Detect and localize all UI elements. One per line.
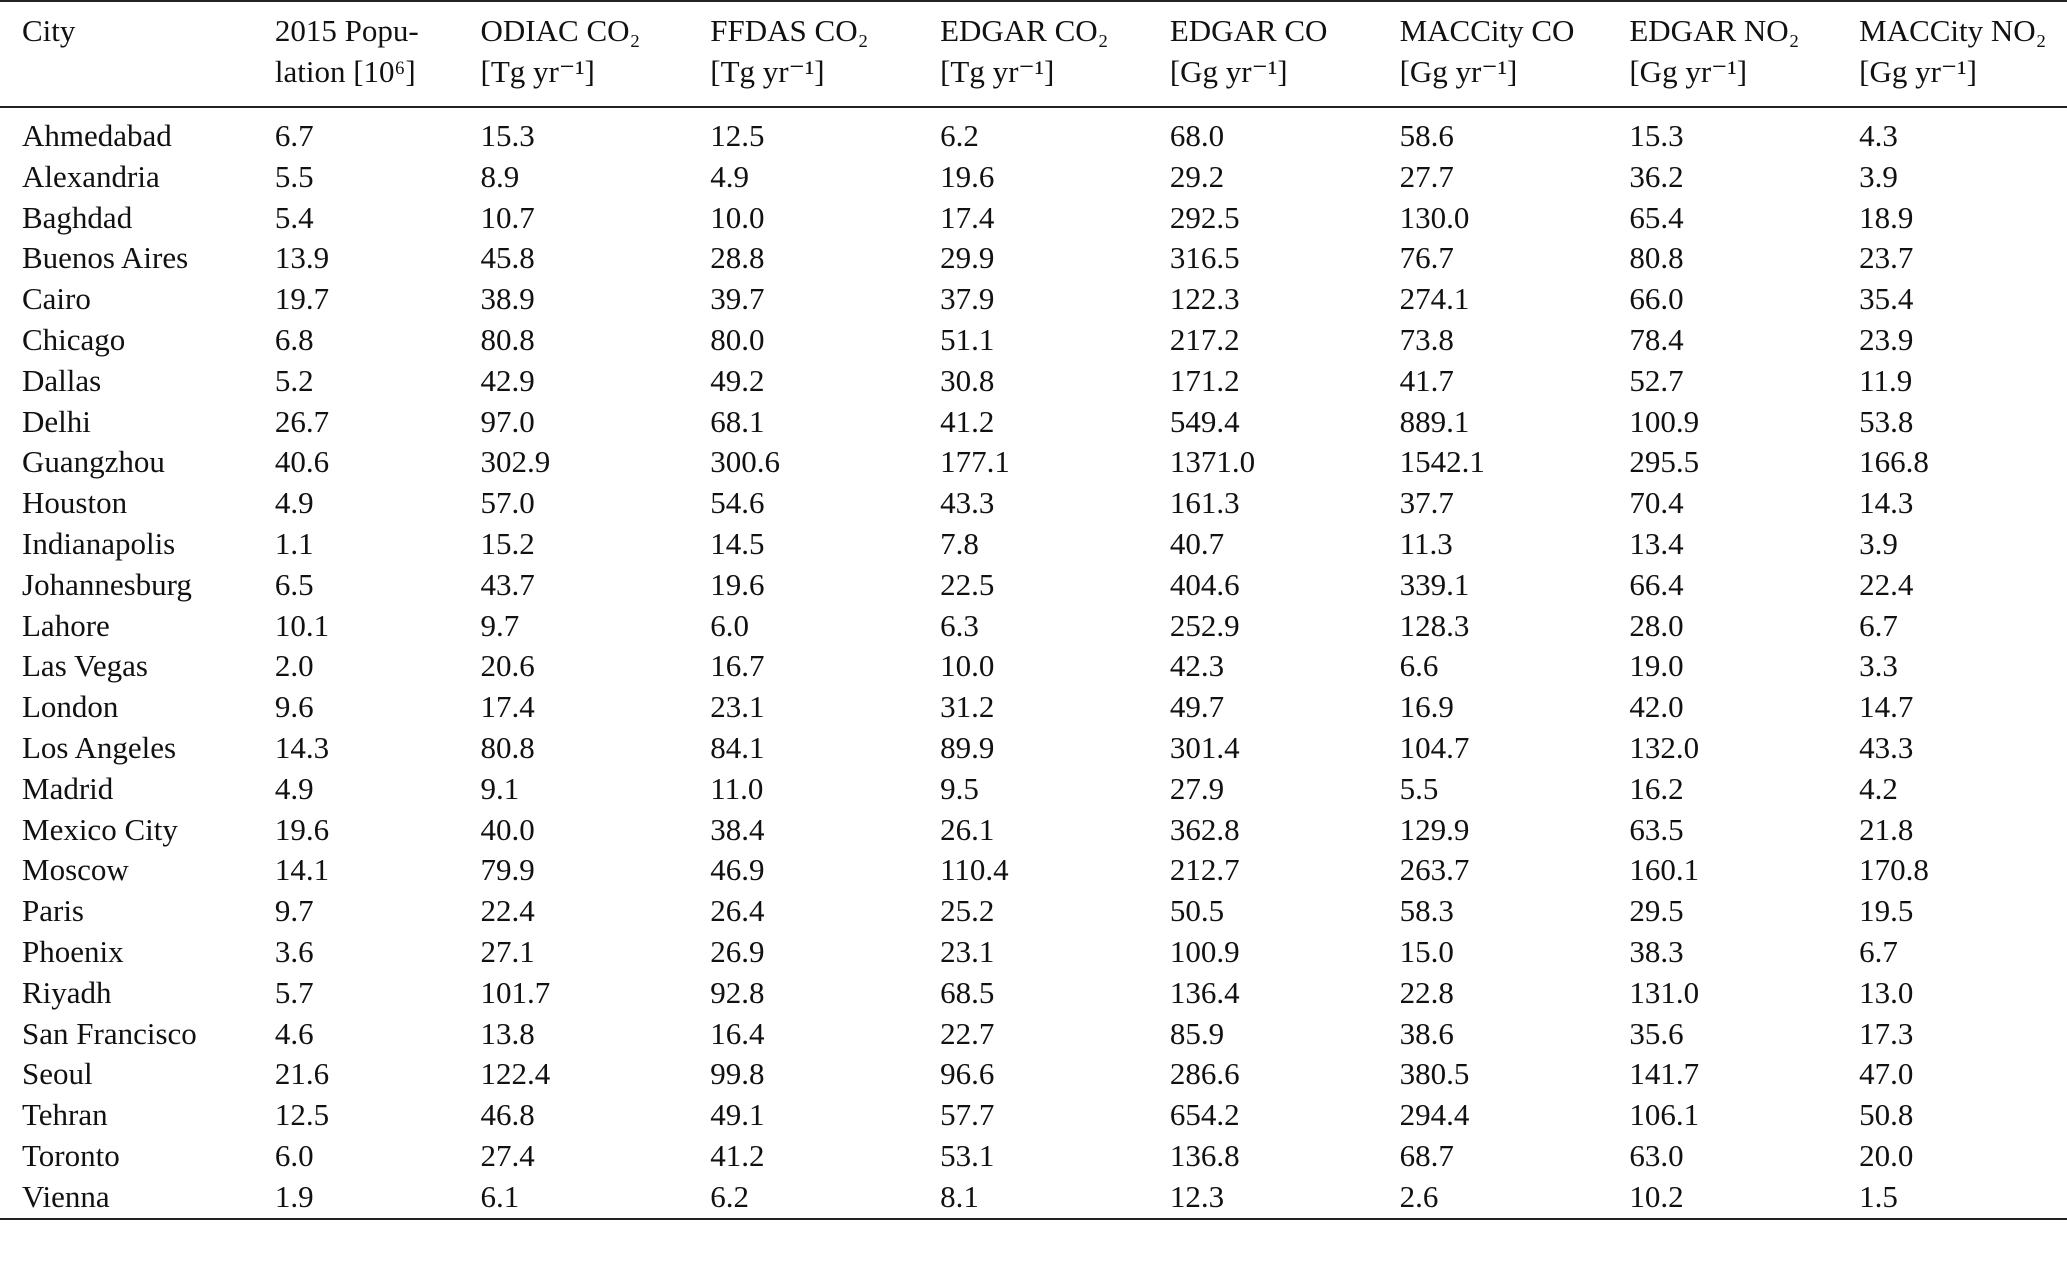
value-cell-maccity_no2: 21.8 bbox=[1859, 811, 1914, 847]
value-cell-pop: 13.9 bbox=[274, 240, 330, 276]
table-row bbox=[0, 606, 2067, 647]
column-header-title: EDGAR NO₂ bbox=[1629, 13, 1800, 48]
value-cell-pop: 9.6 bbox=[274, 689, 314, 725]
city-name-cell: Madrid bbox=[22, 770, 114, 806]
value-cell-maccity_co: 274.1 bbox=[1399, 281, 1470, 317]
value-cell-odiac_co2: 22.4 bbox=[480, 893, 535, 929]
value-cell-ffdas_co2: 28.8 bbox=[710, 240, 765, 276]
value-cell-edgar_co2: 19.6 bbox=[940, 158, 995, 194]
city-name-cell: London bbox=[22, 689, 119, 725]
value-cell-maccity_co: 263.7 bbox=[1399, 852, 1470, 888]
city-name-cell: Ahmedabad bbox=[22, 118, 172, 153]
value-cell-edgar_co: 1371.0 bbox=[1169, 444, 1256, 480]
table-row bbox=[0, 850, 2067, 891]
value-cell-pop: 1.1 bbox=[274, 525, 314, 561]
value-cell-edgar_co: 549.4 bbox=[1169, 403, 1240, 439]
city-name-cell: Moscow bbox=[22, 852, 129, 888]
value-cell-maccity_no2: 22.4 bbox=[1859, 566, 1914, 602]
value-cell-odiac_co2: 57.0 bbox=[480, 485, 535, 521]
value-cell-odiac_co2: 80.8 bbox=[480, 321, 535, 357]
value-cell-maccity_no2: 4.3 bbox=[1859, 118, 1898, 153]
value-cell-odiac_co2: 101.7 bbox=[480, 974, 551, 1010]
value-cell-edgar_co2: 17.4 bbox=[940, 199, 995, 235]
value-cell-edgar_no2: 38.3 bbox=[1629, 933, 1684, 969]
value-cell-edgar_no2: 13.4 bbox=[1629, 525, 1684, 561]
value-cell-maccity_no2: 43.3 bbox=[1859, 729, 1914, 765]
table-row bbox=[0, 157, 2067, 198]
value-cell-maccity_co: 294.4 bbox=[1399, 1097, 1470, 1133]
value-cell-maccity_no2: 13.0 bbox=[1859, 974, 1914, 1010]
value-cell-pop: 10.1 bbox=[274, 607, 330, 643]
value-cell-maccity_no2: 3.3 bbox=[1859, 648, 1898, 684]
value-cell-pop: 5.5 bbox=[274, 158, 314, 194]
value-cell-edgar_no2: 295.5 bbox=[1629, 444, 1700, 480]
table-row bbox=[0, 279, 2067, 320]
city-name-cell: Las Vegas bbox=[22, 648, 148, 684]
value-cell-maccity_no2: 166.8 bbox=[1859, 444, 1929, 480]
table-row bbox=[0, 198, 2067, 239]
column-header-unit: [Gg yr⁻¹] bbox=[1399, 54, 1518, 89]
value-cell-edgar_co2: 89.9 bbox=[940, 729, 995, 765]
value-cell-ffdas_co2: 16.7 bbox=[710, 648, 765, 684]
column-header-unit: [Tg yr⁻¹] bbox=[480, 54, 595, 89]
column-header-unit: [Gg yr⁻¹] bbox=[1169, 54, 1288, 89]
value-cell-edgar_co: 49.7 bbox=[1169, 689, 1225, 725]
value-cell-edgar_no2: 70.4 bbox=[1629, 485, 1684, 521]
value-cell-edgar_co2: 25.2 bbox=[940, 893, 995, 929]
value-cell-edgar_co: 252.9 bbox=[1169, 607, 1240, 643]
value-cell-maccity_no2: 19.5 bbox=[1859, 893, 1914, 929]
value-cell-edgar_no2: 66.0 bbox=[1629, 281, 1684, 317]
city-name-cell: San Francisco bbox=[22, 1015, 197, 1051]
value-cell-edgar_co: 316.5 bbox=[1169, 240, 1240, 276]
city-name-cell: Tehran bbox=[22, 1097, 108, 1133]
city-name-cell: Mexico City bbox=[22, 811, 178, 847]
value-cell-pop: 3.6 bbox=[274, 933, 314, 969]
table-row bbox=[0, 1054, 2067, 1095]
value-cell-edgar_co2: 41.2 bbox=[940, 403, 995, 439]
value-cell-edgar_co2: 9.5 bbox=[940, 770, 979, 806]
column-header-maccity_no2 bbox=[1837, 1, 2067, 107]
value-cell-edgar_no2: 28.0 bbox=[1629, 607, 1684, 643]
column-header-maccity_co bbox=[1378, 1, 1608, 107]
column-header-unit: lation [10⁶] bbox=[274, 54, 416, 89]
value-cell-edgar_co: 27.9 bbox=[1169, 770, 1225, 806]
value-cell-edgar_no2: 78.4 bbox=[1629, 321, 1684, 357]
value-cell-pop: 6.7 bbox=[274, 118, 314, 153]
value-cell-ffdas_co2: 6.2 bbox=[710, 1178, 750, 1214]
column-header-unit: [Gg yr⁻¹] bbox=[1629, 54, 1748, 89]
table-row bbox=[0, 646, 2067, 687]
value-cell-ffdas_co2: 10.0 bbox=[710, 199, 765, 235]
value-cell-ffdas_co2: 12.5 bbox=[710, 118, 765, 153]
table-row bbox=[0, 1177, 2067, 1219]
value-cell-ffdas_co2: 19.6 bbox=[710, 566, 765, 602]
value-cell-maccity_co: 5.5 bbox=[1399, 770, 1439, 806]
value-cell-edgar_no2: 106.1 bbox=[1629, 1097, 1700, 1133]
table-row bbox=[0, 402, 2067, 443]
value-cell-edgar_no2: 52.7 bbox=[1629, 362, 1684, 398]
value-cell-ffdas_co2: 14.5 bbox=[710, 525, 765, 561]
value-cell-edgar_co2: 8.1 bbox=[940, 1178, 979, 1214]
value-cell-edgar_co: 68.0 bbox=[1169, 118, 1225, 153]
table-row bbox=[0, 687, 2067, 728]
value-cell-odiac_co2: 38.9 bbox=[480, 281, 535, 317]
value-cell-edgar_co2: 37.9 bbox=[940, 281, 995, 317]
table-row bbox=[0, 238, 2067, 279]
value-cell-edgar_co: 40.7 bbox=[1169, 525, 1225, 561]
city-name-cell: Phoenix bbox=[22, 933, 124, 969]
column-header-edgar_co2 bbox=[918, 1, 1148, 107]
city-name-cell: Baghdad bbox=[22, 199, 133, 235]
value-cell-odiac_co2: 10.7 bbox=[480, 199, 535, 235]
value-cell-maccity_no2: 3.9 bbox=[1859, 525, 1898, 561]
value-cell-edgar_no2: 10.2 bbox=[1629, 1178, 1684, 1214]
value-cell-edgar_no2: 132.0 bbox=[1629, 729, 1700, 765]
value-cell-edgar_co: 292.5 bbox=[1169, 199, 1240, 235]
value-cell-pop: 6.8 bbox=[274, 321, 314, 357]
value-cell-ffdas_co2: 39.7 bbox=[710, 281, 765, 317]
value-cell-edgar_co2: 6.3 bbox=[940, 607, 979, 643]
city-name-cell: Guangzhou bbox=[22, 444, 165, 480]
value-cell-edgar_co2: 22.5 bbox=[940, 566, 995, 602]
value-cell-pop: 14.3 bbox=[274, 729, 330, 765]
value-cell-pop: 12.5 bbox=[274, 1097, 330, 1133]
column-header-title: MACCity NO₂ bbox=[1859, 13, 2047, 48]
value-cell-edgar_co: 217.2 bbox=[1169, 321, 1240, 357]
value-cell-maccity_co: 2.6 bbox=[1399, 1178, 1439, 1214]
value-cell-maccity_co: 104.7 bbox=[1399, 729, 1470, 765]
value-cell-maccity_no2: 170.8 bbox=[1859, 852, 1929, 888]
value-cell-edgar_no2: 63.5 bbox=[1629, 811, 1684, 847]
value-cell-edgar_co2: 31.2 bbox=[940, 689, 995, 725]
city-name-cell: Vienna bbox=[22, 1178, 110, 1214]
value-cell-edgar_co2: 7.8 bbox=[940, 525, 979, 561]
table-row bbox=[0, 524, 2067, 565]
value-cell-edgar_co: 404.6 bbox=[1169, 566, 1240, 602]
value-cell-maccity_co: 38.6 bbox=[1399, 1015, 1454, 1051]
value-cell-edgar_no2: 65.4 bbox=[1629, 199, 1684, 235]
column-header-unit: [Tg yr⁻¹] bbox=[940, 54, 1055, 89]
value-cell-edgar_co: 362.8 bbox=[1169, 811, 1240, 847]
value-cell-edgar_no2: 160.1 bbox=[1629, 852, 1700, 888]
value-cell-maccity_co: 22.8 bbox=[1399, 974, 1454, 1010]
value-cell-edgar_co: 85.9 bbox=[1169, 1015, 1225, 1051]
value-cell-ffdas_co2: 26.9 bbox=[710, 933, 765, 969]
value-cell-pop: 5.7 bbox=[274, 974, 314, 1010]
value-cell-edgar_no2: 15.3 bbox=[1629, 118, 1684, 153]
column-header-title: MACCity CO bbox=[1399, 13, 1575, 48]
city-name-cell: Houston bbox=[22, 485, 128, 521]
table-row bbox=[0, 1136, 2067, 1177]
column-header-title: 2015 Popu- bbox=[274, 13, 419, 48]
value-cell-edgar_co2: 57.7 bbox=[940, 1097, 995, 1133]
city-name-cell: Dallas bbox=[22, 362, 102, 398]
value-cell-odiac_co2: 40.0 bbox=[480, 811, 535, 847]
city-name-cell: Los Angeles bbox=[22, 729, 177, 765]
value-cell-edgar_co2: 96.6 bbox=[940, 1056, 995, 1092]
value-cell-edgar_co: 122.3 bbox=[1169, 281, 1240, 317]
value-cell-maccity_co: 380.5 bbox=[1399, 1056, 1470, 1092]
table-row bbox=[0, 442, 2067, 483]
value-cell-maccity_co: 11.3 bbox=[1399, 525, 1453, 561]
value-cell-ffdas_co2: 23.1 bbox=[710, 689, 765, 725]
city-name-cell: Lahore bbox=[22, 607, 110, 643]
value-cell-edgar_co: 286.6 bbox=[1169, 1056, 1240, 1092]
value-cell-odiac_co2: 80.8 bbox=[480, 729, 535, 765]
value-cell-pop: 6.5 bbox=[274, 566, 314, 602]
value-cell-edgar_co2: 177.1 bbox=[940, 444, 1010, 480]
value-cell-pop: 4.9 bbox=[274, 770, 314, 806]
column-header-title: ODIAC CO₂ bbox=[480, 13, 641, 48]
city-name-cell: Toronto bbox=[22, 1137, 120, 1173]
value-cell-maccity_co: 15.0 bbox=[1399, 933, 1454, 969]
value-cell-odiac_co2: 79.9 bbox=[480, 852, 535, 888]
value-cell-edgar_co2: 23.1 bbox=[940, 933, 995, 969]
value-cell-odiac_co2: 9.7 bbox=[480, 607, 520, 643]
value-cell-ffdas_co2: 300.6 bbox=[710, 444, 781, 480]
table-row bbox=[0, 565, 2067, 606]
column-header-title: City bbox=[22, 13, 76, 48]
value-cell-edgar_no2: 80.8 bbox=[1629, 240, 1684, 276]
value-cell-edgar_co: 50.5 bbox=[1169, 893, 1225, 929]
header-row bbox=[0, 1, 2067, 107]
table-row bbox=[0, 107, 2067, 157]
value-cell-ffdas_co2: 80.0 bbox=[710, 321, 765, 357]
value-cell-ffdas_co2: 49.2 bbox=[710, 362, 765, 398]
value-cell-odiac_co2: 6.1 bbox=[480, 1178, 520, 1214]
value-cell-ffdas_co2: 99.8 bbox=[710, 1056, 765, 1092]
value-cell-maccity_co: 129.9 bbox=[1399, 811, 1470, 847]
value-cell-ffdas_co2: 46.9 bbox=[710, 852, 765, 888]
value-cell-pop: 21.6 bbox=[274, 1056, 330, 1092]
table-header bbox=[0, 1, 2067, 107]
value-cell-edgar_co2: 53.1 bbox=[940, 1137, 995, 1173]
value-cell-ffdas_co2: 26.4 bbox=[710, 893, 765, 929]
value-cell-edgar_co: 12.3 bbox=[1169, 1178, 1225, 1214]
value-cell-edgar_co2: 51.1 bbox=[940, 321, 995, 357]
value-cell-odiac_co2: 15.2 bbox=[480, 525, 535, 561]
value-cell-maccity_co: 37.7 bbox=[1399, 485, 1454, 521]
value-cell-edgar_co2: 30.8 bbox=[940, 362, 995, 398]
value-cell-edgar_no2: 36.2 bbox=[1629, 158, 1684, 194]
city-name-cell: Johannesburg bbox=[22, 566, 192, 602]
city-name-cell: Delhi bbox=[22, 403, 91, 439]
value-cell-maccity_co: 58.3 bbox=[1399, 893, 1454, 929]
value-cell-maccity_no2: 23.7 bbox=[1859, 240, 1914, 276]
value-cell-ffdas_co2: 16.4 bbox=[710, 1015, 765, 1051]
value-cell-odiac_co2: 17.4 bbox=[480, 689, 535, 725]
column-header-unit: [Gg yr⁻¹] bbox=[1859, 54, 1977, 89]
value-cell-maccity_no2: 6.7 bbox=[1859, 933, 1898, 969]
table-row bbox=[0, 483, 2067, 524]
value-cell-maccity_no2: 3.9 bbox=[1859, 158, 1898, 194]
table-row bbox=[0, 932, 2067, 973]
value-cell-edgar_no2: 141.7 bbox=[1629, 1056, 1700, 1092]
value-cell-edgar_co2: 43.3 bbox=[940, 485, 995, 521]
value-cell-maccity_no2: 4.2 bbox=[1859, 770, 1898, 806]
value-cell-maccity_co: 130.0 bbox=[1399, 199, 1470, 235]
value-cell-odiac_co2: 46.8 bbox=[480, 1097, 535, 1133]
value-cell-maccity_no2: 17.3 bbox=[1859, 1015, 1914, 1051]
value-cell-pop: 4.9 bbox=[274, 485, 314, 521]
value-cell-ffdas_co2: 38.4 bbox=[710, 811, 765, 847]
value-cell-maccity_co: 128.3 bbox=[1399, 607, 1470, 643]
value-cell-edgar_no2: 63.0 bbox=[1629, 1137, 1684, 1173]
value-cell-pop: 26.7 bbox=[274, 403, 330, 439]
value-cell-maccity_co: 76.7 bbox=[1399, 240, 1454, 276]
value-cell-odiac_co2: 13.8 bbox=[480, 1015, 535, 1051]
value-cell-edgar_co2: 110.4 bbox=[940, 852, 1009, 888]
city-name-cell: Riyadh bbox=[22, 974, 112, 1010]
value-cell-ffdas_co2: 54.6 bbox=[710, 485, 765, 521]
table-row bbox=[0, 320, 2067, 361]
value-cell-edgar_no2: 35.6 bbox=[1629, 1015, 1684, 1051]
value-cell-odiac_co2: 42.9 bbox=[480, 362, 535, 398]
value-cell-odiac_co2: 302.9 bbox=[480, 444, 551, 480]
table-body bbox=[0, 107, 2067, 1219]
value-cell-maccity_co: 68.7 bbox=[1399, 1137, 1454, 1173]
value-cell-maccity_no2: 11.9 bbox=[1859, 362, 1913, 398]
value-cell-edgar_co: 136.8 bbox=[1169, 1137, 1240, 1173]
value-cell-edgar_co: 136.4 bbox=[1169, 974, 1240, 1010]
value-cell-ffdas_co2: 4.9 bbox=[710, 158, 750, 194]
value-cell-edgar_co2: 6.2 bbox=[940, 118, 979, 153]
column-header-odiac_co2 bbox=[459, 1, 689, 107]
value-cell-edgar_no2: 100.9 bbox=[1629, 403, 1700, 439]
value-cell-odiac_co2: 97.0 bbox=[480, 403, 535, 439]
value-cell-edgar_co2: 26.1 bbox=[940, 811, 995, 847]
value-cell-pop: 19.6 bbox=[274, 811, 330, 847]
value-cell-edgar_co2: 22.7 bbox=[940, 1015, 995, 1051]
table-row bbox=[0, 728, 2067, 769]
column-header-title: EDGAR CO bbox=[1169, 13, 1328, 48]
value-cell-pop: 6.0 bbox=[274, 1137, 314, 1173]
value-cell-odiac_co2: 20.6 bbox=[480, 648, 535, 684]
value-cell-edgar_co: 100.9 bbox=[1169, 933, 1240, 969]
column-header-title: FFDAS CO₂ bbox=[710, 13, 869, 48]
value-cell-ffdas_co2: 41.2 bbox=[710, 1137, 765, 1173]
value-cell-maccity_no2: 47.0 bbox=[1859, 1056, 1914, 1092]
city-name-cell: Seoul bbox=[22, 1056, 93, 1092]
value-cell-odiac_co2: 9.1 bbox=[480, 770, 520, 806]
value-cell-ffdas_co2: 11.0 bbox=[710, 770, 764, 806]
value-cell-maccity_no2: 1.5 bbox=[1859, 1178, 1898, 1214]
value-cell-pop: 14.1 bbox=[274, 852, 330, 888]
column-header-title: EDGAR CO₂ bbox=[940, 13, 1109, 48]
value-cell-pop: 4.6 bbox=[274, 1015, 314, 1051]
value-cell-maccity_co: 41.7 bbox=[1399, 362, 1454, 398]
value-cell-maccity_no2: 20.0 bbox=[1859, 1137, 1914, 1173]
value-cell-maccity_no2: 18.9 bbox=[1859, 199, 1914, 235]
column-header-pop bbox=[253, 1, 459, 107]
value-cell-ffdas_co2: 92.8 bbox=[710, 974, 765, 1010]
value-cell-maccity_co: 339.1 bbox=[1399, 566, 1470, 602]
value-cell-pop: 5.2 bbox=[274, 362, 314, 398]
value-cell-pop: 40.6 bbox=[274, 444, 330, 480]
value-cell-ffdas_co2: 49.1 bbox=[710, 1097, 765, 1133]
value-cell-edgar_co2: 10.0 bbox=[940, 648, 995, 684]
value-cell-maccity_co: 16.9 bbox=[1399, 689, 1454, 725]
value-cell-maccity_no2: 14.7 bbox=[1859, 689, 1914, 725]
value-cell-ffdas_co2: 84.1 bbox=[710, 729, 765, 765]
value-cell-edgar_co: 212.7 bbox=[1169, 852, 1240, 888]
value-cell-edgar_co: 654.2 bbox=[1169, 1097, 1240, 1133]
value-cell-maccity_co: 58.6 bbox=[1399, 118, 1454, 153]
table-row bbox=[0, 1095, 2067, 1136]
value-cell-edgar_no2: 66.4 bbox=[1629, 566, 1684, 602]
value-cell-maccity_no2: 35.4 bbox=[1859, 281, 1914, 317]
value-cell-ffdas_co2: 6.0 bbox=[710, 607, 750, 643]
value-cell-odiac_co2: 43.7 bbox=[480, 566, 535, 602]
value-cell-maccity_no2: 53.8 bbox=[1859, 403, 1914, 439]
value-cell-maccity_co: 73.8 bbox=[1399, 321, 1454, 357]
table-row bbox=[0, 1014, 2067, 1055]
column-header-unit: [Tg yr⁻¹] bbox=[710, 54, 825, 89]
city-name-cell: Indianapolis bbox=[22, 525, 176, 561]
column-header-edgar_no2 bbox=[1607, 1, 1837, 107]
table-row bbox=[0, 769, 2067, 810]
value-cell-edgar_no2: 16.2 bbox=[1629, 770, 1684, 806]
value-cell-edgar_no2: 131.0 bbox=[1629, 974, 1700, 1010]
city-name-cell: Cairo bbox=[22, 281, 91, 317]
city-name-cell: Chicago bbox=[22, 321, 126, 357]
column-header-city bbox=[0, 1, 253, 107]
value-cell-maccity_co: 27.7 bbox=[1399, 158, 1454, 194]
value-cell-odiac_co2: 27.1 bbox=[480, 933, 535, 969]
value-cell-pop: 1.9 bbox=[274, 1178, 314, 1214]
value-cell-maccity_no2: 23.9 bbox=[1859, 321, 1914, 357]
value-cell-pop: 19.7 bbox=[274, 281, 330, 317]
table-row bbox=[0, 891, 2067, 932]
value-cell-edgar_no2: 42.0 bbox=[1629, 689, 1684, 725]
value-cell-odiac_co2: 45.8 bbox=[480, 240, 535, 276]
value-cell-edgar_co2: 29.9 bbox=[940, 240, 995, 276]
value-cell-pop: 5.4 bbox=[274, 199, 314, 235]
value-cell-odiac_co2: 27.4 bbox=[480, 1137, 535, 1173]
value-cell-edgar_co: 42.3 bbox=[1169, 648, 1225, 684]
column-header-ffdas_co2 bbox=[688, 1, 918, 107]
value-cell-pop: 9.7 bbox=[274, 893, 314, 929]
value-cell-edgar_co: 29.2 bbox=[1169, 158, 1225, 194]
city-name-cell: Alexandria bbox=[22, 158, 160, 194]
value-cell-maccity_co: 1542.1 bbox=[1399, 444, 1485, 480]
table-row bbox=[0, 361, 2067, 402]
value-cell-odiac_co2: 15.3 bbox=[480, 118, 535, 153]
value-cell-ffdas_co2: 68.1 bbox=[710, 403, 765, 439]
value-cell-edgar_co: 161.3 bbox=[1169, 485, 1240, 521]
value-cell-pop: 2.0 bbox=[274, 648, 314, 684]
city-name-cell: Buenos Aires bbox=[22, 240, 189, 276]
column-header-edgar_co bbox=[1148, 1, 1378, 107]
value-cell-edgar_no2: 19.0 bbox=[1629, 648, 1684, 684]
value-cell-maccity_co: 6.6 bbox=[1399, 648, 1439, 684]
value-cell-maccity_no2: 6.7 bbox=[1859, 607, 1898, 643]
value-cell-maccity_no2: 14.3 bbox=[1859, 485, 1914, 521]
value-cell-edgar_co2: 68.5 bbox=[940, 974, 995, 1010]
value-cell-odiac_co2: 8.9 bbox=[480, 158, 520, 194]
value-cell-edgar_no2: 29.5 bbox=[1629, 893, 1684, 929]
value-cell-maccity_co: 889.1 bbox=[1399, 403, 1470, 439]
value-cell-maccity_no2: 50.8 bbox=[1859, 1097, 1914, 1133]
value-cell-odiac_co2: 122.4 bbox=[480, 1056, 551, 1092]
value-cell-edgar_co: 301.4 bbox=[1169, 729, 1240, 765]
table-row bbox=[0, 973, 2067, 1014]
table-row bbox=[0, 810, 2067, 851]
city-name-cell: Paris bbox=[22, 893, 84, 929]
value-cell-edgar_co: 171.2 bbox=[1169, 362, 1240, 398]
